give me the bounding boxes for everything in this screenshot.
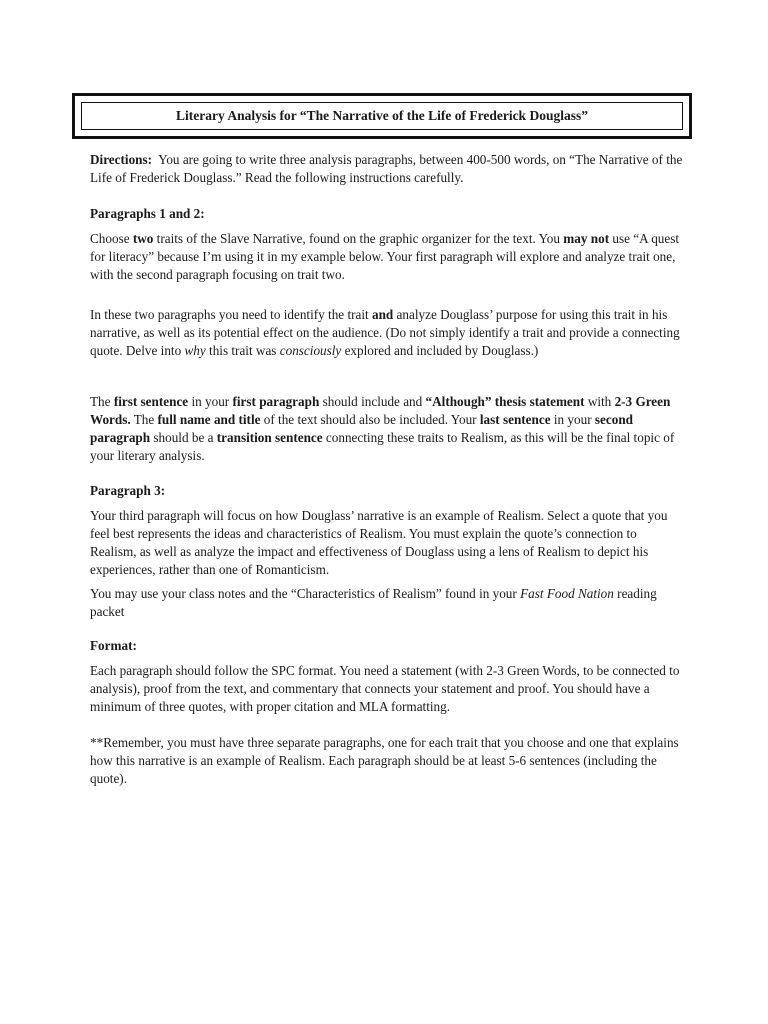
format-instructions: Each paragraph should follow the SPC format. You need a statement (with 2-3 Green Words, to be connected to analysis), proof from the text, and commentary that connects your statement and proof. You should have a minimum of three quotes, with proper citation and MLA formatting. [90,663,680,714]
section-heading-format: Format: [90,638,137,653]
paragraph-3-resources: You may use your class notes and the “Characteristics of Realism” found in your Fast Food Nation reading packet [90,586,657,619]
paragraph-3-instructions: Your third paragraph will focus on how Douglass’ narrative is an example of Realism. Select a quote that you feel best represents the ideas and characteristics of Realism. You must explain the quote’s connection to Realism, as well as analyze the impact and effectiveness of Douglass using a lens of Realism to depict his experiences, rather than one of Romanticism. [90,508,668,577]
paragraphs-1-2-sentence-requirements: The first sentence in your first paragraph should include and “Although” thesis statement with 2-3 Green Words. The full name and title of the text should also be included. Your last sentence in your second paragraph should be a transition sentence connecting these traits to Realism, as this will be the final topic of your literary analysis. [90,394,675,463]
title-box [72,93,692,139]
section-heading-paragraph-3: Paragraph 3: [90,483,166,498]
document-title: Literary Analysis for “The Narrative of the Life of Frederick Douglass” [176,108,588,123]
section-heading-paragraphs-1-2: Paragraphs 1 and 2: [90,206,205,221]
title-inner-border [81,102,683,130]
remember-note: **Remember, you must have three separate paragraphs, one for each trait that you choose and one that explains how this narrative is an example of Realism. Each paragraph should be at least 5-6 sentences (including the quote). [90,735,679,786]
paragraphs-1-2-purpose: In these two paragraphs you need to identify the trait and analyze Douglass’ purpose for using this trait in his narrative, as well as its potential effect on the audience. (Do not simply identify a trait and provide a connecting quote. Delve into why this trait was consciously explored and included by Douglass.) [90,307,680,358]
directions-paragraph [90,151,684,187]
directions-text: You are going to write three analysis paragraphs, between 400-500 words, on “The Narrative of the Life of Frederick Douglass.” Read the following instructions carefully. [90,152,683,185]
paragraphs-1-2-instructions: Choose two traits of the Slave Narrative, found on the graphic organizer for the text. You may not use “A quest for literacy” because I’m using it in my example below. Your first paragraph will explore and analyze trait one, with the second paragraph focusing on trait two. [90,231,680,282]
directions-label: Directions: [90,152,153,167]
